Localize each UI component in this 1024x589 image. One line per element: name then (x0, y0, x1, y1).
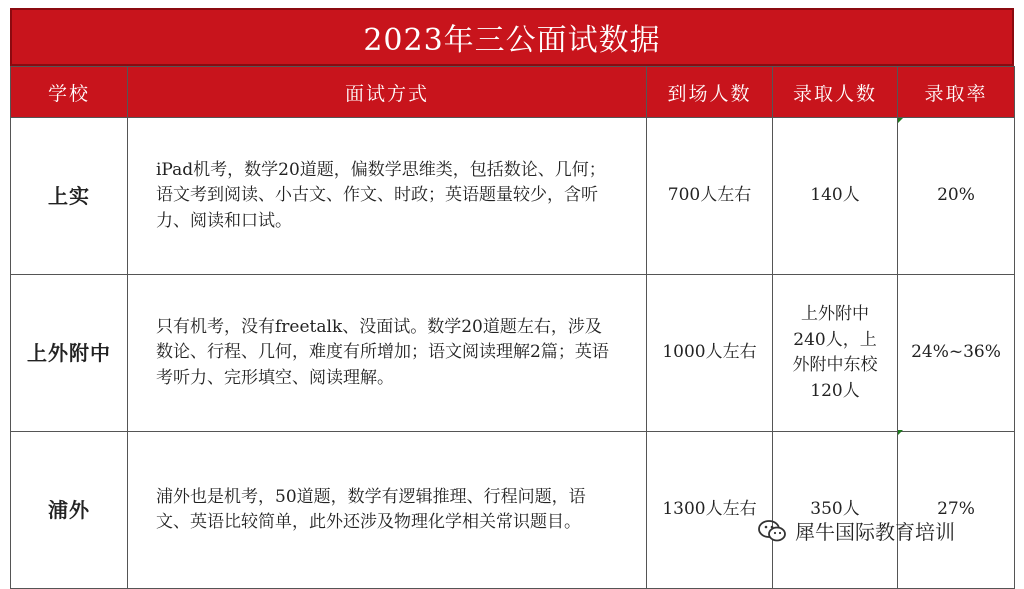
method-cell: 只有机考，没有freetalk、没面试。数学20道题左右，涉及数论、行程、几何，难度有所增加；语文阅读理解2篇；英语考听力、完形填空、阅读理解。 (128, 275, 647, 432)
table-row (11, 275, 1015, 432)
table-title: 2023年三公面试数据 (10, 8, 1014, 66)
header-attendees: 到场人数 (647, 67, 773, 118)
admitted-cell: 140人 (773, 118, 898, 275)
watermark-text: 犀牛国际教育培训 (795, 520, 955, 544)
school-cell: 上实 (11, 118, 128, 275)
admitted-cell: 上外附中240人，上外附中东校120人 (773, 275, 898, 432)
cell-marker-icon (898, 118, 903, 123)
header-rate: 录取率 (898, 67, 1015, 118)
table-row (11, 432, 1015, 589)
rate-cell: 20% (898, 118, 1015, 275)
school-cell: 上外附中 (11, 275, 128, 432)
wechat-icon (757, 518, 787, 544)
header-admitted: 录取人数 (773, 67, 898, 118)
cell-marker-icon (898, 430, 903, 435)
attendees-cell: 1000人左右 (647, 275, 773, 432)
school-cell: 浦外 (11, 432, 128, 589)
table-row (11, 118, 1015, 275)
attendees-cell: 700人左右 (647, 118, 773, 275)
interview-data-table (10, 66, 1015, 589)
rate-cell: 27% (898, 432, 1015, 589)
method-cell: iPad机考，数学20道题，偏数学思维类，包括数论、几何；语文考到阅读、小古文、作文、时政；英语题量较少，含听力、阅读和口试。 (128, 118, 647, 275)
attendees-cell: 1300人左右 (647, 432, 773, 589)
admitted-cell: 350人 (773, 432, 898, 589)
header-row (11, 67, 1015, 118)
method-cell: 浦外也是机考，50道题，数学有逻辑推理、行程问题，语文、英语比较简单，此外还涉及物理化学相关常识题目。 (128, 432, 647, 589)
header-school: 学校 (11, 67, 128, 118)
data-table-container (10, 8, 1014, 589)
watermark (757, 516, 955, 545)
rate-cell: 24%~36% (898, 275, 1015, 432)
header-method: 面试方式 (128, 67, 647, 118)
